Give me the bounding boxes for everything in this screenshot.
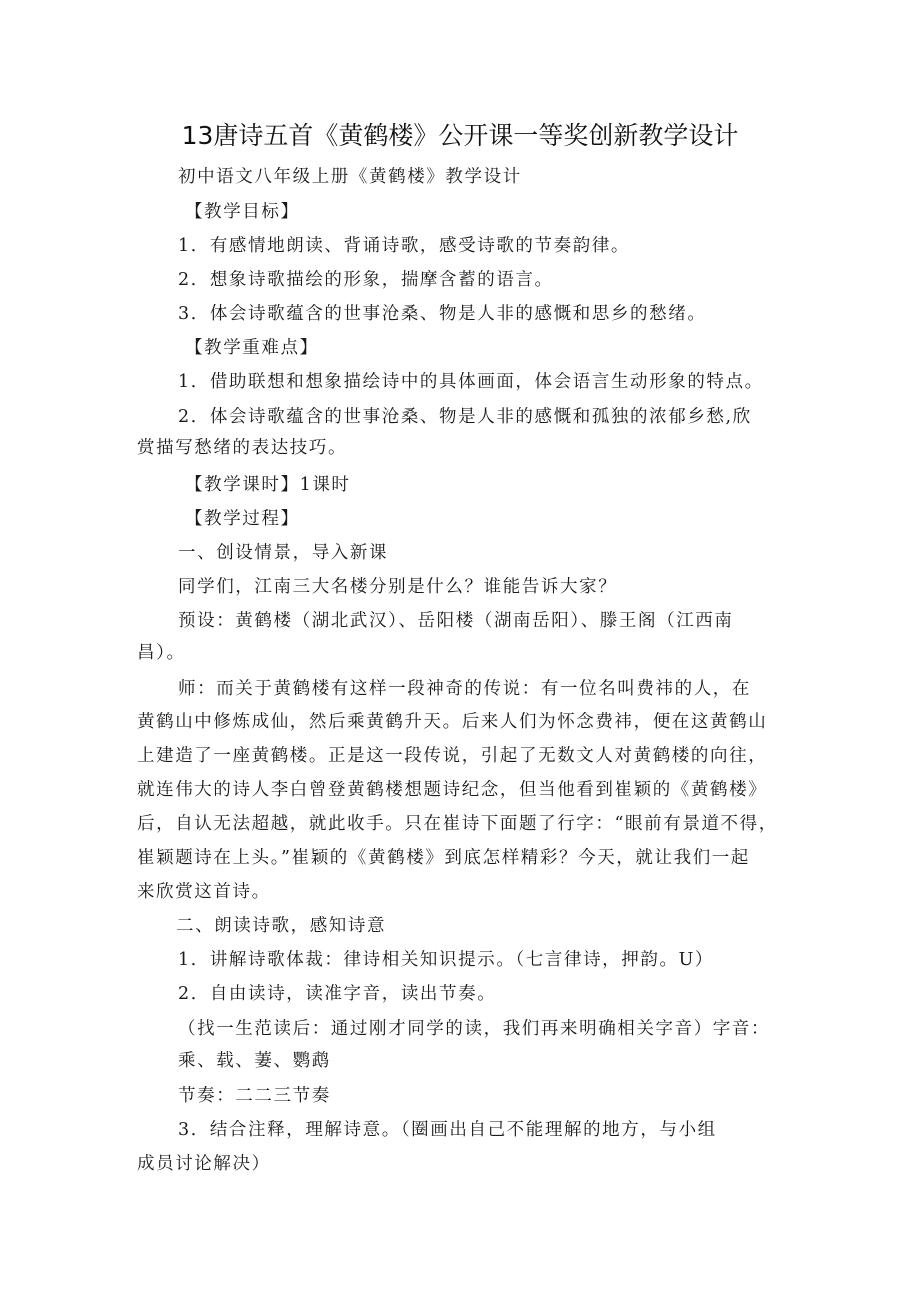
- paragraph-line: 乘、载、萋、鹦鹉: [178, 1051, 331, 1071]
- key-point-item: 1．借助联想和想象描绘诗中的具体画面，体会语言生动形象的特点。: [178, 372, 764, 392]
- paragraph-line: 同学们，江南三大名楼分别是什么？谁能告诉大家？: [178, 577, 618, 597]
- step-item: 1．讲解诗歌体裁：律诗相关知识提示。（七言律诗，押韵。U）: [178, 950, 715, 970]
- paragraph-line: 黄鹤山中修炼成仙，然后乘黄鹤升天。后来人们为怀念费祎，便在这黄鹤山: [137, 712, 768, 732]
- paragraph-line: 预设：黄鹤楼（湖北武汉）、岳阳楼（湖南岳阳）、滕王阁（江西南: [178, 611, 734, 631]
- step-heading: 一、创设情景，导入新课: [178, 543, 389, 563]
- step-item: 2．自由读诗，读准字音，读出节奏。: [178, 984, 497, 1004]
- step-heading: 二、朗读诗歌，感知诗意: [176, 916, 387, 936]
- paragraph-line: 后，自认无法超越，就此收手。只在崔诗下面题了行字：“眼前有景道不得，: [137, 814, 778, 834]
- step-item-continuation: 成员讨论解决）: [137, 1154, 271, 1174]
- section-heading-objectives: 【教学目标】: [185, 202, 300, 222]
- paragraph-line: 来欣赏这首诗。: [137, 882, 271, 902]
- document-title: 13唐诗五首《黄鹤楼》公开课一等奖创新教学设计: [181, 121, 739, 150]
- key-point-item-continuation: 赏描写愁绪的表达技巧。: [137, 438, 348, 458]
- section-heading-class-hours: 【教学课时】1课时: [185, 475, 351, 495]
- paragraph-line: 上建造了一座黄鹤楼。正是这一段传说，引起了无数文人对黄鹤楼的向往，: [137, 746, 768, 766]
- step-item: 3．结合注释，理解诗意。（圈画出自己不能理解的地方，与小组: [178, 1120, 717, 1140]
- paragraph-line: 师：而关于黄鹤楼有这样一段神奇的传说：有一位名叫费祎的人，在: [178, 679, 751, 699]
- paragraph-line: 就连伟大的诗人李白曾登黄鹤楼想题诗纪念，但当他看到崔颖的《黄鹤楼》: [137, 780, 768, 800]
- paragraph-line: 崔颖题诗在上头。”崔颖的《黄鹤楼》到底怎样精彩？今天，就让我们一起: [137, 848, 750, 868]
- objective-item: 1．有感情地朗读、背诵诗歌，感受诗歌的节奏韵律。: [178, 236, 631, 256]
- objective-item: 3．体会诗歌蕴含的世事沧桑、物是人非的感慨和思乡的愁绪。: [178, 304, 707, 324]
- paragraph-line: （找一生范读后：通过刚才同学的读，我们再来明确相关字音）字音：: [178, 1019, 771, 1039]
- section-heading-key-points: 【教学重难点】: [185, 338, 319, 358]
- objective-item: 2．想象诗歌描绘的形象，揣摩含蓄的语言。: [178, 270, 554, 290]
- paragraph-line: 节奏：二二三节奏: [178, 1086, 331, 1106]
- paragraph-line: 昌）。: [137, 643, 186, 663]
- key-point-item: 2．体会诗歌蕴含的世事沧桑、物是人非的感慨和孤独的浓郁乡愁,欣: [178, 407, 752, 427]
- section-heading-process: 【教学过程】: [185, 509, 300, 529]
- subtitle-line: 初中语文八年级上册《黄鹤楼》教学设计: [178, 167, 522, 187]
